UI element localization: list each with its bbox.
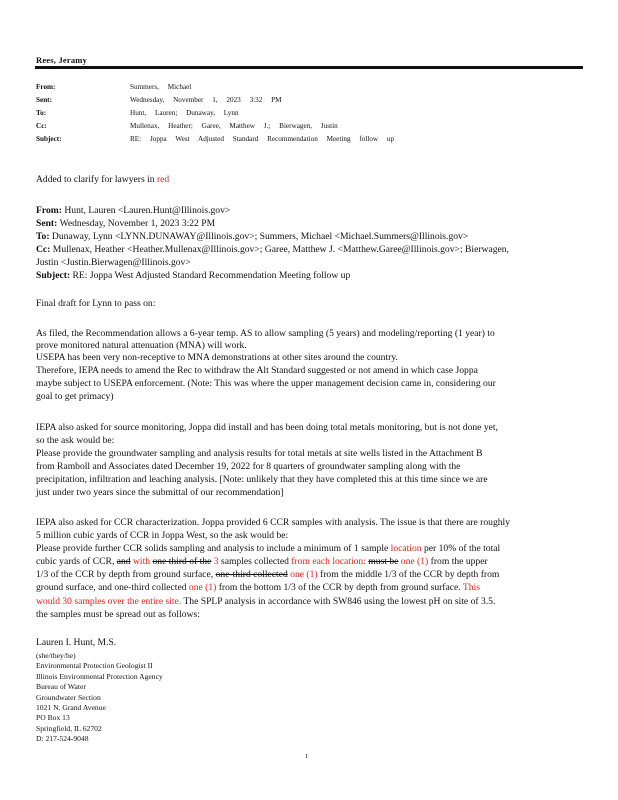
signature-bureau: Bureau of Water (36, 682, 86, 692)
header-to-value: Hunt, Lauren; Dunaway, Lynn (130, 109, 239, 117)
fwd-cc-line-2: Justin <Justin.Bierwagen@Illinois.gov> (36, 257, 191, 268)
fwd-sent-line (36, 218, 215, 230)
signature-phone: D: 217-524-9048 (36, 734, 89, 744)
p3-red-insert: 3 (213, 556, 219, 567)
p3-line-8: the samples must be spread out as follows: (36, 609, 200, 620)
header-from-label: From: (36, 83, 56, 91)
p3-text: from the middle 1/3 of the CCR by depth from (317, 569, 500, 580)
fwd-from-label: From: (36, 205, 62, 216)
fwd-from-line (36, 205, 230, 217)
header-to-label: To: (36, 109, 47, 117)
p2-line-4: from Ramboll and Associates dated December 19, 2022 for 8 quarters of groundwater sampling along with the (36, 461, 461, 472)
header-cc-label: Cc: (36, 122, 47, 130)
fwd-to-line (36, 231, 468, 243)
fwd-sent-label: Sent: (36, 218, 58, 229)
p3-red-insert: from each location: (291, 556, 369, 567)
p3-strikethrough: one third of the (152, 556, 212, 567)
header-subject-value: RE: Joppa West Adjusted Standard Recommendation Meeting follow up (130, 135, 395, 143)
clarification-note (36, 174, 169, 186)
header-cc-value: Mullenax, Heather; Garee, Matthew J.; Bierwagen, Justin (130, 122, 338, 130)
fwd-to-label: To: (36, 231, 50, 242)
fwd-cc-line (36, 244, 509, 256)
page-number: 1 (305, 753, 309, 760)
mailbox-owner-name: Rees, Jeramy (36, 55, 88, 65)
p3-text: ground surface, and one-third collected (36, 582, 189, 593)
intro-line: Final draft for Lynn to pass on: (36, 298, 156, 309)
p3-line-7 (36, 596, 495, 608)
fwd-subject-label: Subject: (36, 270, 71, 281)
signature-street: 1021 N. Grand Avenue (36, 703, 106, 713)
p3-text: cubic yards of CCR, (36, 556, 117, 567)
p3-red-insert: one (1) (398, 556, 429, 567)
note-text: Added to clarify for lawyers in (36, 174, 157, 185)
p3-text: Please provide further CCR solids sampling and analysis to include a minimum of 1 sample (36, 543, 391, 554)
p3-red-insert: This (462, 582, 480, 593)
signature-pobox: PO Box 13 (36, 713, 70, 723)
signature-title: Environmental Protection Geologist II (36, 661, 153, 671)
p3-line-6 (36, 582, 480, 594)
p1-line-5: maybe subject to USEPA enforcement. (Note: This was where the upper management decision came in, considering our (36, 378, 496, 389)
header-sent-label: Sent: (36, 96, 52, 104)
p2-line-3: Please provide the groundwater sampling and analysis results for total metals at site wells listed in the Attachment B (36, 448, 483, 459)
p3-text: 1/3 of the CCR by depth from ground surface, (36, 569, 216, 580)
header-from-value: Summers, Michael (130, 83, 192, 91)
p3-strikethrough: one-third collected (215, 569, 288, 580)
fwd-sent-value: Wednesday, November 1, 2023 3:22 PM (59, 218, 216, 229)
p3-red-insert: would 30 samples over the entire site. (36, 596, 182, 607)
p2-line-2: so the ask would be: (36, 435, 115, 446)
p1-line-3: USEPA has been very non-receptive to MNA demonstrations at other sites around the country. (36, 352, 398, 363)
header-subject-label: Subject: (36, 135, 62, 143)
p3-red-insert: location (390, 543, 422, 554)
p3-text: from the bottom 1/3 of the CCR by depth from ground surface. (216, 582, 463, 593)
p3-strikethrough: and (116, 556, 131, 567)
signature-name: Lauren I. Hunt, M.S. (36, 637, 117, 648)
p3-line-1: IEPA also asked for CCR characterization. Joppa provided 6 CCR samples with analysis. The issue is that there are roughly (36, 517, 510, 528)
p3-line-3 (36, 543, 500, 555)
p3-text: samples collected (218, 556, 292, 567)
signature-city: Springfield, IL 62702 (36, 723, 102, 733)
p3-red-insert: one (1) (188, 582, 217, 593)
p3-text: per 10% of the total (421, 543, 501, 554)
signature-section: Groundwater Section (36, 692, 101, 702)
p2-line-6: just under two years since the submittal of our recommendation] (36, 487, 284, 498)
p1-line-2: prove monitored natural attenuation (MNA) will work. (36, 340, 247, 351)
p3-line-5 (36, 569, 499, 581)
fwd-cc-label: Cc: (36, 244, 51, 255)
p3-line-2: 5 million cubic yards of CCR in Joppa West, so the ask would be: (36, 530, 289, 541)
fwd-subject-line (36, 270, 350, 282)
p3-text: from the upper (428, 556, 488, 567)
fwd-cc-value: Mullenax, Heather <Heather.Mullenax@Illinois.gov>; Garee, Matthew J. <Matthew.Garee@Illinois.gov>; Bierwagen, (52, 244, 509, 255)
p1-line-1: As filed, the Recommendation allows a 6-year temp. AS to allow sampling (5 years) and modeling/reporting (1 year) to (36, 328, 495, 339)
fwd-from-value: Hunt, Lauren <Lauren.Hunt@Illinois.gov> (64, 205, 231, 216)
p1-line-6: goal to get primacy) (36, 391, 114, 402)
p3-strikethrough: must be (368, 556, 399, 567)
p3-line-4 (36, 556, 488, 568)
signature-block (36, 651, 336, 745)
fwd-to-value: Dunaway, Lynn <LYNN.DUNAWAY@Illinois.gov>; Summers, Michael <Michael.Summers@Illinois.gov> (51, 231, 469, 242)
signature-agency: Illinois Environmental Protection Agency (36, 671, 163, 681)
fwd-subject-value: RE: Joppa West Adjusted Standard Recommendation Meeting follow up (72, 270, 351, 281)
header-divider (35, 66, 583, 69)
note-red-word: red (156, 174, 170, 185)
p2-line-5: precipitation, infiltration and leaching analysis. [Note: unlikely that they have completed this at this time since we are (36, 474, 488, 485)
p3-red-insert: with (130, 556, 153, 567)
header-sent-value: Wednesday, November 1, 2023 3:32 PM (130, 96, 282, 104)
signature-pronouns: (she/they/he) (36, 651, 76, 660)
p2-line-1: IEPA also asked for source monitoring, Joppa did install and has been doing total metals monitoring, but is not done yet, (36, 422, 498, 433)
p3-text: The SPLP analysis in accordance with SW846 using the lowest pH on site of 3.5. (181, 596, 496, 607)
p1-line-4: Therefore, IEPA needs to amend the Rec to withdraw the Alt Standard suggested or not amend in which case Joppa (36, 365, 478, 376)
p3-red-insert: one (1) (287, 569, 318, 580)
